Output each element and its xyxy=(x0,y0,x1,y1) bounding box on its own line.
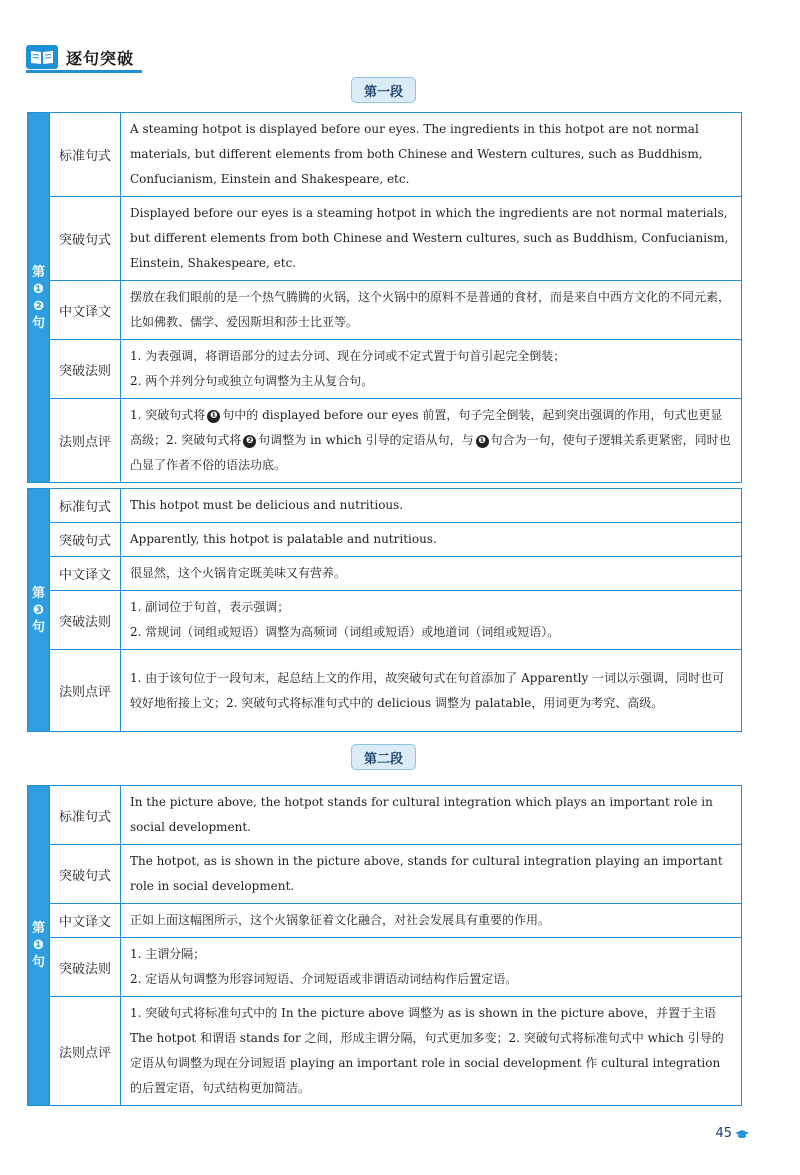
row-label: 突破句式 xyxy=(50,523,121,557)
table-row xyxy=(28,340,742,399)
row-text: 正如上面这幅图所示，这个火锅象征着文化融合，对社会发展具有重要的作用。 xyxy=(121,904,742,938)
row-label: 突破法则 xyxy=(50,340,121,399)
marker-char: 第 xyxy=(31,585,45,601)
row-label: 标准句式 xyxy=(50,786,121,845)
table-row xyxy=(28,997,742,1106)
rule-line: 1. 为表强调，将谓语部分的过去分词、现在分词或不定式置于句首引起完全倒装； xyxy=(130,349,566,363)
table-row xyxy=(28,113,742,197)
sentence-marker xyxy=(28,489,50,732)
row-label: 法则点评 xyxy=(50,399,121,483)
row-text: This hotpot must be delicious and nutritious. xyxy=(121,489,742,523)
sentence-block-2 xyxy=(27,488,742,732)
row-label: 突破句式 xyxy=(50,845,121,904)
marker-char: 第 xyxy=(31,264,45,280)
section-header xyxy=(26,44,134,70)
comment-text: 句调整为 in which 引导的定语从句，与 xyxy=(258,433,474,447)
row-label: 中文译文 xyxy=(50,904,121,938)
table-row xyxy=(28,489,742,523)
row-label: 标准句式 xyxy=(50,489,121,523)
marker-num: ❶ xyxy=(32,281,44,297)
rule-line: 2. 常规词（词组或短语）调整为高频词（词组或短语）或地道词（词组或短语）。 xyxy=(130,625,560,639)
open-book-icon xyxy=(26,45,58,69)
table-row xyxy=(28,938,742,997)
row-text: 摆放在我们眼前的是一个热气腾腾的火锅，这个火锅中的原料不是普通的食材，而是来自中西方文化的不同元素，比如佛教、儒学、爱因斯坦和莎士比亚等。 xyxy=(121,281,742,340)
row-label: 突破句式 xyxy=(50,197,121,281)
paragraph-badge-2: 第二段 xyxy=(351,744,416,770)
table-row xyxy=(28,786,742,845)
row-label: 法则点评 xyxy=(50,650,121,732)
rule-line: 1. 副词位于句首，表示强调； xyxy=(130,600,290,614)
marker-char: 第 xyxy=(31,921,45,936)
header-underline xyxy=(26,70,142,73)
row-text: The hotpot, as is shown in the picture above, stands for cultural integration playing an important role in social development. xyxy=(121,845,742,904)
page-number-text: 45 xyxy=(715,1126,732,1141)
sentence-ref-1: ❶ xyxy=(476,435,489,448)
table-row xyxy=(28,523,742,557)
marker-char: 句 xyxy=(31,619,45,635)
marker-num: ❷ xyxy=(32,298,44,314)
row-label: 法则点评 xyxy=(50,997,121,1106)
row-text: In the picture above, the hotpot stands for cultural integration which plays an important role in social development. xyxy=(121,786,742,845)
row-text: 很显然，这个火锅肯定既美味又有营养。 xyxy=(121,557,742,591)
row-text: A steaming hotpot is displayed before our eyes. The ingredients in this hotpot are not normal materials, but different elements from both Chinese and Western cultures, such as Buddhism, Confucianism, Einstein and Shakespeare, etc. xyxy=(121,113,742,197)
row-text xyxy=(121,591,742,650)
row-text xyxy=(121,938,742,997)
table-row xyxy=(28,591,742,650)
rule-line: 2. 定语从句调整为形容词短语、介词短语或非谓语动词结构作后置定语。 xyxy=(130,972,518,986)
row-label: 中文译文 xyxy=(50,557,121,591)
sentence-block-1 xyxy=(27,112,742,483)
rule-line: 1. 主谓分隔； xyxy=(130,947,206,961)
rule-line: 2. 两个并列分句或独立句调整为主从复合句。 xyxy=(130,374,374,388)
row-label: 标准句式 xyxy=(50,113,121,197)
marker-char: 句 xyxy=(31,955,45,970)
page-number xyxy=(715,1126,750,1141)
marker-char: 句 xyxy=(31,315,45,331)
table-row xyxy=(28,650,742,732)
row-label: 中文译文 xyxy=(50,281,121,340)
table-row xyxy=(28,557,742,591)
table-row xyxy=(28,281,742,340)
table-row xyxy=(28,197,742,281)
row-label: 突破法则 xyxy=(50,591,121,650)
row-text: 1. 由于该句位于一段句末，起总结上文的作用，故突破句式在句首添加了 Apparently 一词以示强调，同时也可较好地衔接上文；2. 突破句式将标准句式中的 delicious 调整为 palatable，用词更为考究、高级。 xyxy=(121,650,742,732)
comment-text: 1. 突破句式将 xyxy=(130,408,206,422)
marker-num: ❶ xyxy=(32,938,44,953)
mortarboard-icon xyxy=(734,1129,750,1139)
section-title: 逐句突破 xyxy=(66,48,135,68)
paragraph-badge-1: 第一段 xyxy=(351,77,416,103)
comment-text: 句中的 displayed before our eyes 前置，句子完全倒装，起到突出强调的作用，句式也更显高级；2. 突破句式将 xyxy=(130,408,723,447)
sentence-ref-2: ❷ xyxy=(243,435,256,448)
row-text: 1. 突破句式将标准句式中的 In the picture above 调整为 as is shown in the picture above，并置于主语 The hotpot 和谓语 stands for 之间，形成主谓分隔，句式更加多变；2. 突破句式将标准句式中 which 引导的定语从句调整为现在分词短语 playing an important role in social development 作 cultural integration 的后置定语，句式结构更加简洁。 xyxy=(121,997,742,1106)
sentence-marker xyxy=(28,113,50,483)
table-row xyxy=(28,399,742,483)
table-row xyxy=(28,845,742,904)
sentence-block-3 xyxy=(27,785,742,1106)
row-text xyxy=(121,340,742,399)
table-row xyxy=(28,904,742,938)
row-label: 突破法则 xyxy=(50,938,121,997)
marker-num: ❸ xyxy=(32,602,44,618)
comment-text: 句合为一句，使句子逻辑关系更紧密，同时也凸显了作者不俗的语法功底。 xyxy=(130,433,731,472)
row-text: Displayed before our eyes is a steaming hotpot in which the ingredients are not normal materials, but different elements from both Chinese and Western cultures, such as Buddhism, Confucianism, Einstein, Shakespeare, etc. xyxy=(121,197,742,281)
sentence-marker xyxy=(28,786,50,1106)
row-text: Apparently, this hotpot is palatable and nutritious. xyxy=(121,523,742,557)
sentence-ref-1: ❶ xyxy=(207,410,220,423)
row-text xyxy=(121,399,742,483)
